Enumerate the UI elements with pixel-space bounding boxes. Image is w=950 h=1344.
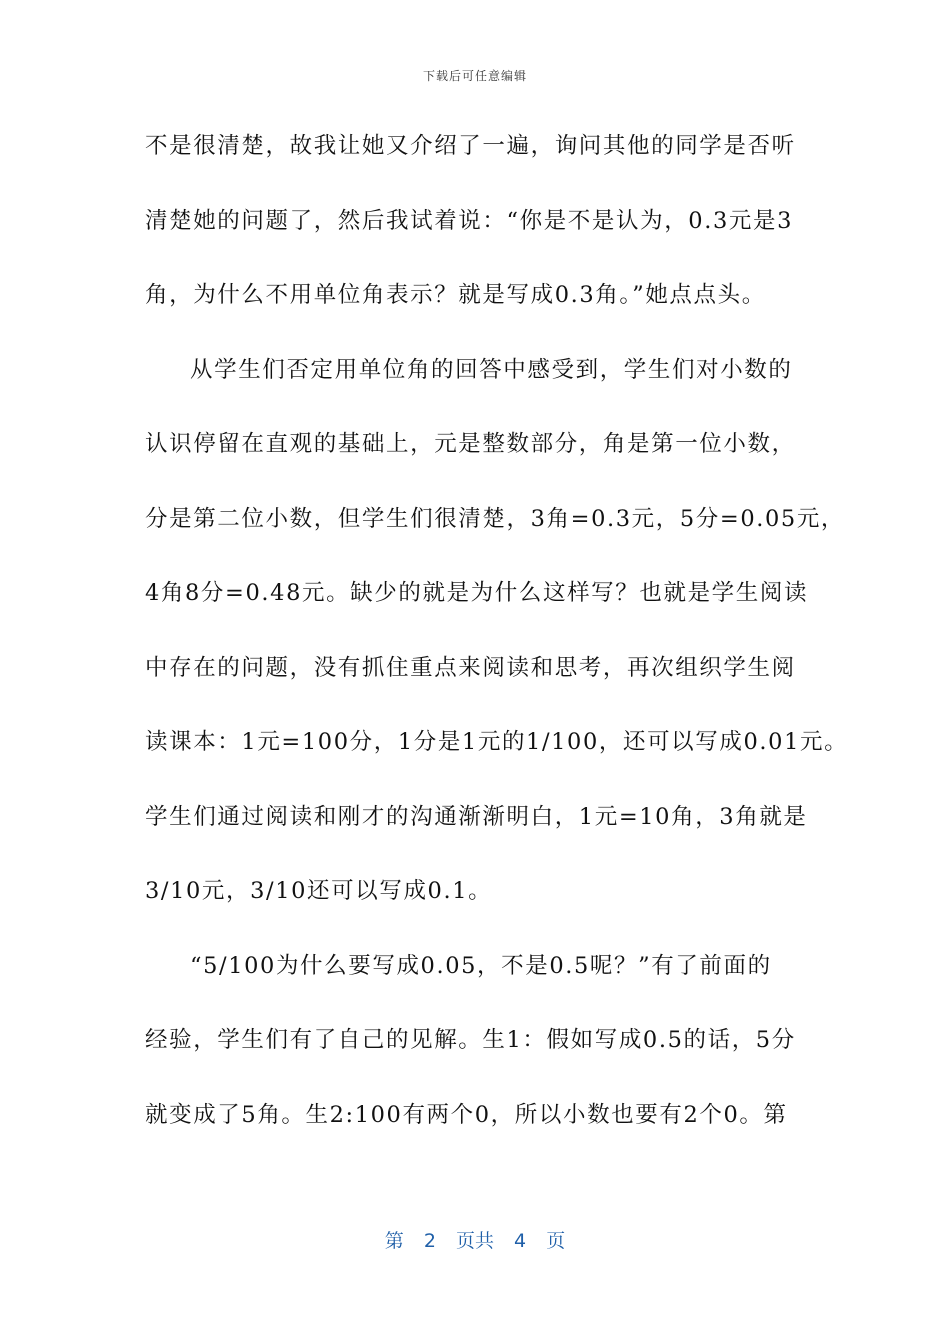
text-line-14: 就变成了5角。生2:100有两个0，所以小数也要有2个0。第 [145,1101,788,1128]
current-page-number: 2 [423,1230,436,1252]
text-line-10: 学生们通过阅读和刚才的沟通渐渐明白，1元=10角，3角就是 [145,803,808,830]
text-line-7: 4角8分=0.48元。缺少的就是为什么这样写？也就是学生阅读 [145,580,809,606]
text-line-12: “5/100为什么要写成0.05，不是0.5呢？”有了前面的 [190,952,772,979]
page-label-middle: 页共 [455,1230,494,1252]
text-line-2: 清楚她的问题了，然后我试着说：“你是不是认为，0.3元是3 [145,207,794,234]
page-footer [0,1226,950,1253]
text-line-9: 读课本：1元=100分，1分是1元的1/100，还可以写成0.01元。 [145,729,849,755]
total-pages-number: 4 [514,1230,527,1252]
text-line-3: 角，为什么不用单位角表示？就是写成0.3角。”她点点头。 [145,282,766,308]
text-line-8: 中存在的问题，没有抓住重点来阅读和思考，再次组织学生阅 [145,654,796,681]
text-line-13: 经验，学生们有了自己的见解。生1：假如写成0.5的话，5分 [145,1027,796,1053]
text-line-5: 认识停留在直观的基础上，元是整数部分，角是第一位小数， [145,431,796,457]
document-body [145,124,849,1167]
text-line-1: 不是很清楚，故我让她又介绍了一遍，询问其他的同学是否听 [145,133,796,159]
page-label-prefix: 第 [384,1230,404,1252]
header-note: 下载后可任意编辑 [422,69,527,83]
text-line-11: 3/10元，3/10还可以写成0.1。 [145,878,493,904]
text-line-4: 从学生们否定用单位角的回答中感受到，学生们对小数的 [190,356,793,383]
page-label-suffix: 页 [546,1230,566,1252]
text-line-6: 分是第二位小数，但学生们很清楚，3角=0.3元，5分=0.05元， [145,505,846,532]
